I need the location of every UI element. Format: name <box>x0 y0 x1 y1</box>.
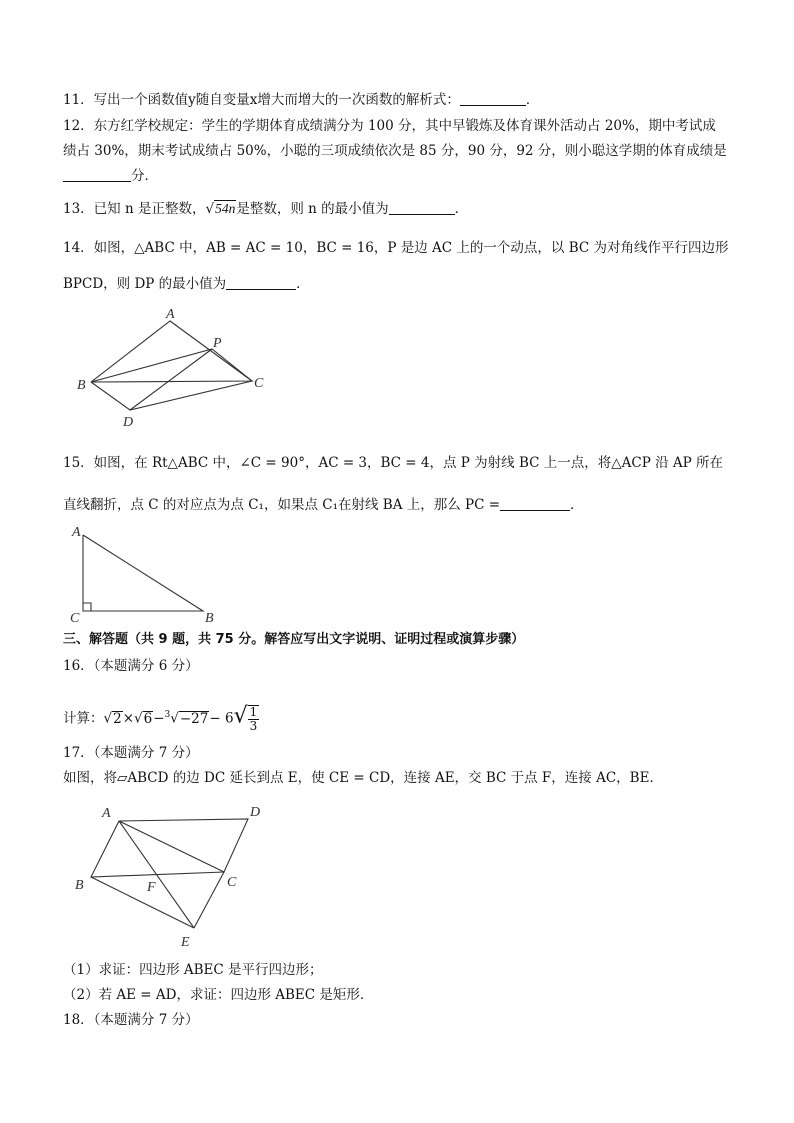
radicand-6: 6 <box>143 710 153 727</box>
question-11-text: 11．写出一个函数值y随自变量x增大而增大的一次函数的解析式： <box>63 92 460 108</box>
question-16-header: 16．（本题满分 6 分） <box>63 658 199 674</box>
question-15-line1: 15．如图，在 Rt△ABC 中，∠C = 90°，AC = 3，BC = 4，点 P 为射线 BC 上一点，将△ACP 沿 AP 所在 <box>63 455 723 471</box>
label-d: D <box>123 415 134 430</box>
label-b: B <box>75 878 84 893</box>
question-11-tail: ． <box>525 92 540 108</box>
parallelogram-abcd <box>91 819 248 877</box>
question-12-line1: 12．东方红学校规定：学生的学期体育成绩满分为 100 分，其中早锻炼及体育课外活动占 20%，期中考试成 <box>63 118 716 134</box>
label-c: C <box>70 611 80 626</box>
segment-ce <box>194 872 224 928</box>
label-b: B <box>77 378 86 393</box>
label-c: C <box>227 875 237 890</box>
question-14-tail: ． <box>296 276 310 292</box>
label-f: F <box>147 880 156 895</box>
label-a: A <box>166 307 175 322</box>
cube-root-index: 3 <box>164 710 171 720</box>
question-13-tail: ． <box>454 201 469 217</box>
label-p: P <box>213 336 222 351</box>
question-14-line1: 14．如图，△ABC 中，AB = AC = 10，BC = 16，P 是边 AC 上的一个动点，以 BC 为对角线作平行四边形 <box>63 240 729 256</box>
question-12-tail: 分． <box>131 168 158 184</box>
times-sign: × <box>122 710 135 727</box>
fraction-denominator: 3 <box>249 719 258 733</box>
calc-label: 计算： <box>63 710 104 727</box>
question-13-mid: 是整数，则 n 的最小值为 <box>236 201 389 217</box>
question-17-body: 如图，将▱ABCD 的边 DC 延长到点 E，使 CE = CD，连接 AE，交 BC 于点 F，连接 AC，BE． <box>63 770 663 786</box>
question-17-part2: （2）若 AE = AD，求证：四边形 ABEC 是矩形． <box>63 987 374 1003</box>
segment-ac <box>119 821 224 872</box>
section-3-title: 三、解答题（共 9 题，共 75 分。解答应写出文字说明、证明过程或演算步骤） <box>63 632 525 647</box>
sqrt-sign: √ <box>233 703 248 729</box>
label-a: A <box>72 525 81 540</box>
minus-six: − 6 <box>209 710 234 727</box>
segment-be <box>91 877 194 928</box>
question-17-part1: （1）求证：四边形 ABEC 是平行四边形； <box>63 962 323 978</box>
radicand-54n: 54n <box>215 201 236 216</box>
minus-sign: − <box>153 710 165 727</box>
question-15-line2-text: 直线翻折，点 C 的对应点为点 C₁，如果点 C₁在射线 BA 上，那么 PC = <box>63 497 501 513</box>
label-c: C <box>254 376 264 391</box>
radicand-2: 2 <box>113 710 122 727</box>
question-12-line2: 绩占 30%，期末考试成绩占 50%，小聪的三项成绩依次是 85 分，90 分，92 分，则小聪这学期的体育成绩是 <box>63 143 727 159</box>
question-14-line2-text: BPCD，则 DP 的最小值为 <box>63 276 227 292</box>
sqrt-sign: √ <box>103 710 113 727</box>
question-13-pre: 13．已知 n 是正整数， <box>63 201 206 217</box>
sqrt-sign: √ <box>170 710 179 727</box>
sqrt-sign: √ <box>205 201 215 217</box>
question-18-header: 18．（本题满分 7 分） <box>63 1012 199 1028</box>
fraction-numerator: 1 <box>249 705 258 719</box>
label-d: D <box>250 805 261 820</box>
radicand-neg27: −27 <box>179 710 209 727</box>
sqrt-sign: √ <box>134 710 143 727</box>
segment-ae <box>119 821 194 928</box>
question-15-tail: ． <box>570 497 584 513</box>
label-a: A <box>102 806 111 821</box>
question-17-header: 17．（本题满分 7 分） <box>63 745 199 761</box>
label-b: B <box>205 611 214 626</box>
label-e: E <box>181 935 190 950</box>
